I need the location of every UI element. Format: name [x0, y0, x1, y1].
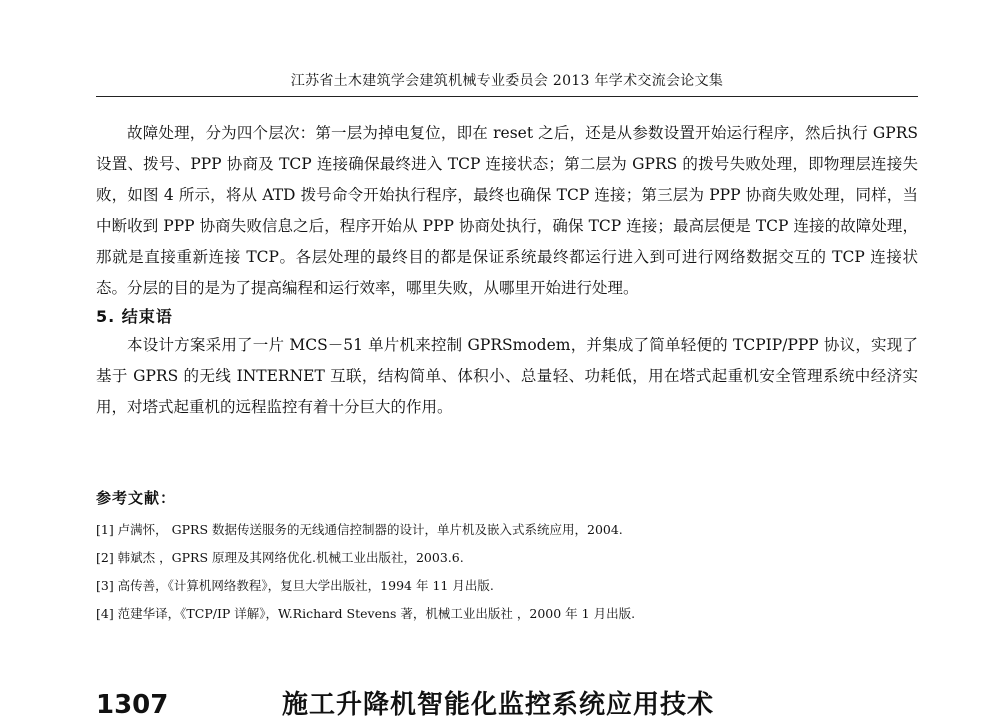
section-title-conclusion: 5. 结束语 [96, 307, 173, 326]
article-body [96, 118, 918, 423]
references-title: 参考文献： [96, 489, 177, 507]
reference-list [96, 516, 918, 628]
next-article-title: 施工升降机智能化监控系统应用技术 [282, 690, 715, 720]
reference-item: [2] 韩斌杰 ，GPRS 原理及其网络优化.机械工业出版社，2003.6. [96, 550, 464, 565]
page-number: 1307 [96, 690, 169, 720]
paragraph-conclusion: 本设计方案采用了一片 MCS－51 单片机来控制 GPRSmodem，并集成了简单轻便的 TCPIP/PPP 协议，实现了基于 GPRS 的无线 INTERNET 互联，结构简单、体积小、总量轻、功耗低，用在塔式起重机安全管理系统中经济实用，对塔式起重机的远程监控有着十分巨大的作用。 [96, 336, 918, 416]
paragraph-fault-handling: 故障处理，分为四个层次：第一层为掉电复位，即在 reset 之后，还是从参数设置开始运行程序，然后执行 GPRS 设置、拨号、PPP 协商及 TCP 连接确保最终进入 TCP 连接状态；第二层为 GPRS 的拨号失败处理，即物理层连接失败，如图 4 所示，将从 ATD 拨号命令开始执行程序，最终也确保 TCP 连接；第三层为 PPP 协商失败处理，同样，当中断收到 PPP 协商失败信息之后，程序开始从 PPP 协商处执行，确保 TCP 连接；最高层便是 TCP 连接的故障处理，那就是直接重新连接 TCP。各层处理的最终目的都是保证系统最终都运行进入到可进行网络数据交互的 TCP 连接状态。分层的目的是为了提高编程和运行效率，哪里失败，从哪里开始进行处理。 [96, 124, 918, 297]
running-header [96, 66, 918, 97]
reference-item: [1] 卢满怀， GPRS 数据传送服务的无线通信控制器的设计，单片机及嵌入式系统应用，2004. [96, 522, 623, 537]
running-header-title: 江苏省土木建筑学会建筑机械专业委员会 2013 年学术交流会论文集 [290, 73, 724, 89]
reference-item: [3] 高传善，《计算机网络教程》，复旦大学出版社，1994 年 11 月出版. [96, 578, 494, 593]
reference-item: [4] 范建华译，《TCP/IP 详解》，W.Richard Stevens 著，机械工业出版社 ，2000 年 1 月出版. [96, 606, 636, 621]
